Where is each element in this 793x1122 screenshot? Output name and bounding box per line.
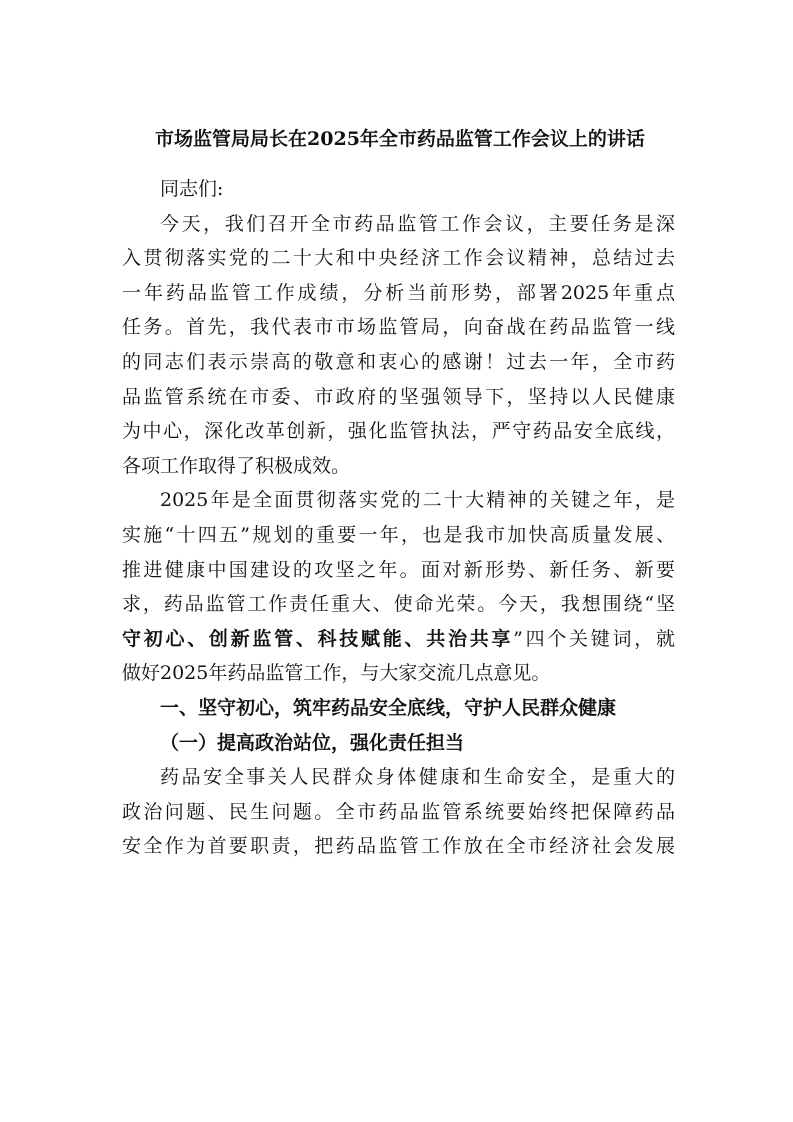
text-line: 的同志们表示崇高的敬意和衷心的感谢！过去一年，全市药	[122, 350, 675, 373]
text-line	[122, 622, 675, 657]
text-line: 为中心，深化改革创新，强化监管执法，严守药品安全底线，	[122, 420, 675, 443]
text-line: 实施“十四五”规划的重要一年，也是我市加快高质量发展、	[122, 523, 675, 546]
text-line: 一年药品监管工作成绩，分析当前形势，部署2025年重点	[122, 281, 675, 304]
document-body	[122, 172, 675, 864]
text-line: 推进健康中国建设的攻坚之年。面对新形势、新任务、新要	[122, 558, 675, 581]
text-line: 药品安全事关人民群众身体健康和生命安全，是重大的	[160, 766, 675, 789]
text-line: 各项工作取得了积极成效。	[122, 454, 351, 477]
paragraph-2	[122, 483, 675, 691]
section-heading-1: 一、坚守初心，筑牢药品安全底线，守护人民群众健康	[160, 696, 617, 719]
text-line: 品监管系统在市委、市政府的坚强领导下，坚持以人民健康	[122, 385, 675, 408]
text-line: 今天，我们召开全市药品监管工作会议，主要任务是深	[160, 212, 675, 235]
text-line: 政治问题、民生问题。全市药品监管系统要始终把保障药品	[122, 800, 675, 823]
paragraph-1	[122, 207, 675, 484]
text-line: 安全作为首要职责，把药品监管工作放在全市经济社会发展	[122, 835, 675, 858]
keywords-bold: 守初心、创新监管、科技赋能、共治共享	[122, 627, 514, 650]
text-segment: ”四个关键词，就	[513, 627, 675, 650]
text-line: 任务。首先，我代表市市场监管局，向奋战在药品监管一线	[122, 316, 675, 339]
subsection-heading-1: （一）提高政治站位，强化责任担当	[160, 731, 465, 754]
text-line: 入贯彻落实党的二十大和中央经济工作会议精神，总结过去	[122, 247, 675, 270]
paragraph-3	[122, 760, 675, 864]
text-line: 2025年是全面贯彻落实党的二十大精神的关键之年，是	[160, 489, 675, 512]
text-line: 做好2025年药品监管工作，与大家交流几点意见。	[122, 662, 551, 685]
salutation: 同志们:	[160, 178, 224, 200]
text-line: 求，药品监管工作责任重大、使命光荣。今天，我想围绕“坚	[122, 593, 675, 616]
document-title: 市场监管局局长在2025年全市药品监管工作会议上的讲话	[155, 128, 645, 150]
